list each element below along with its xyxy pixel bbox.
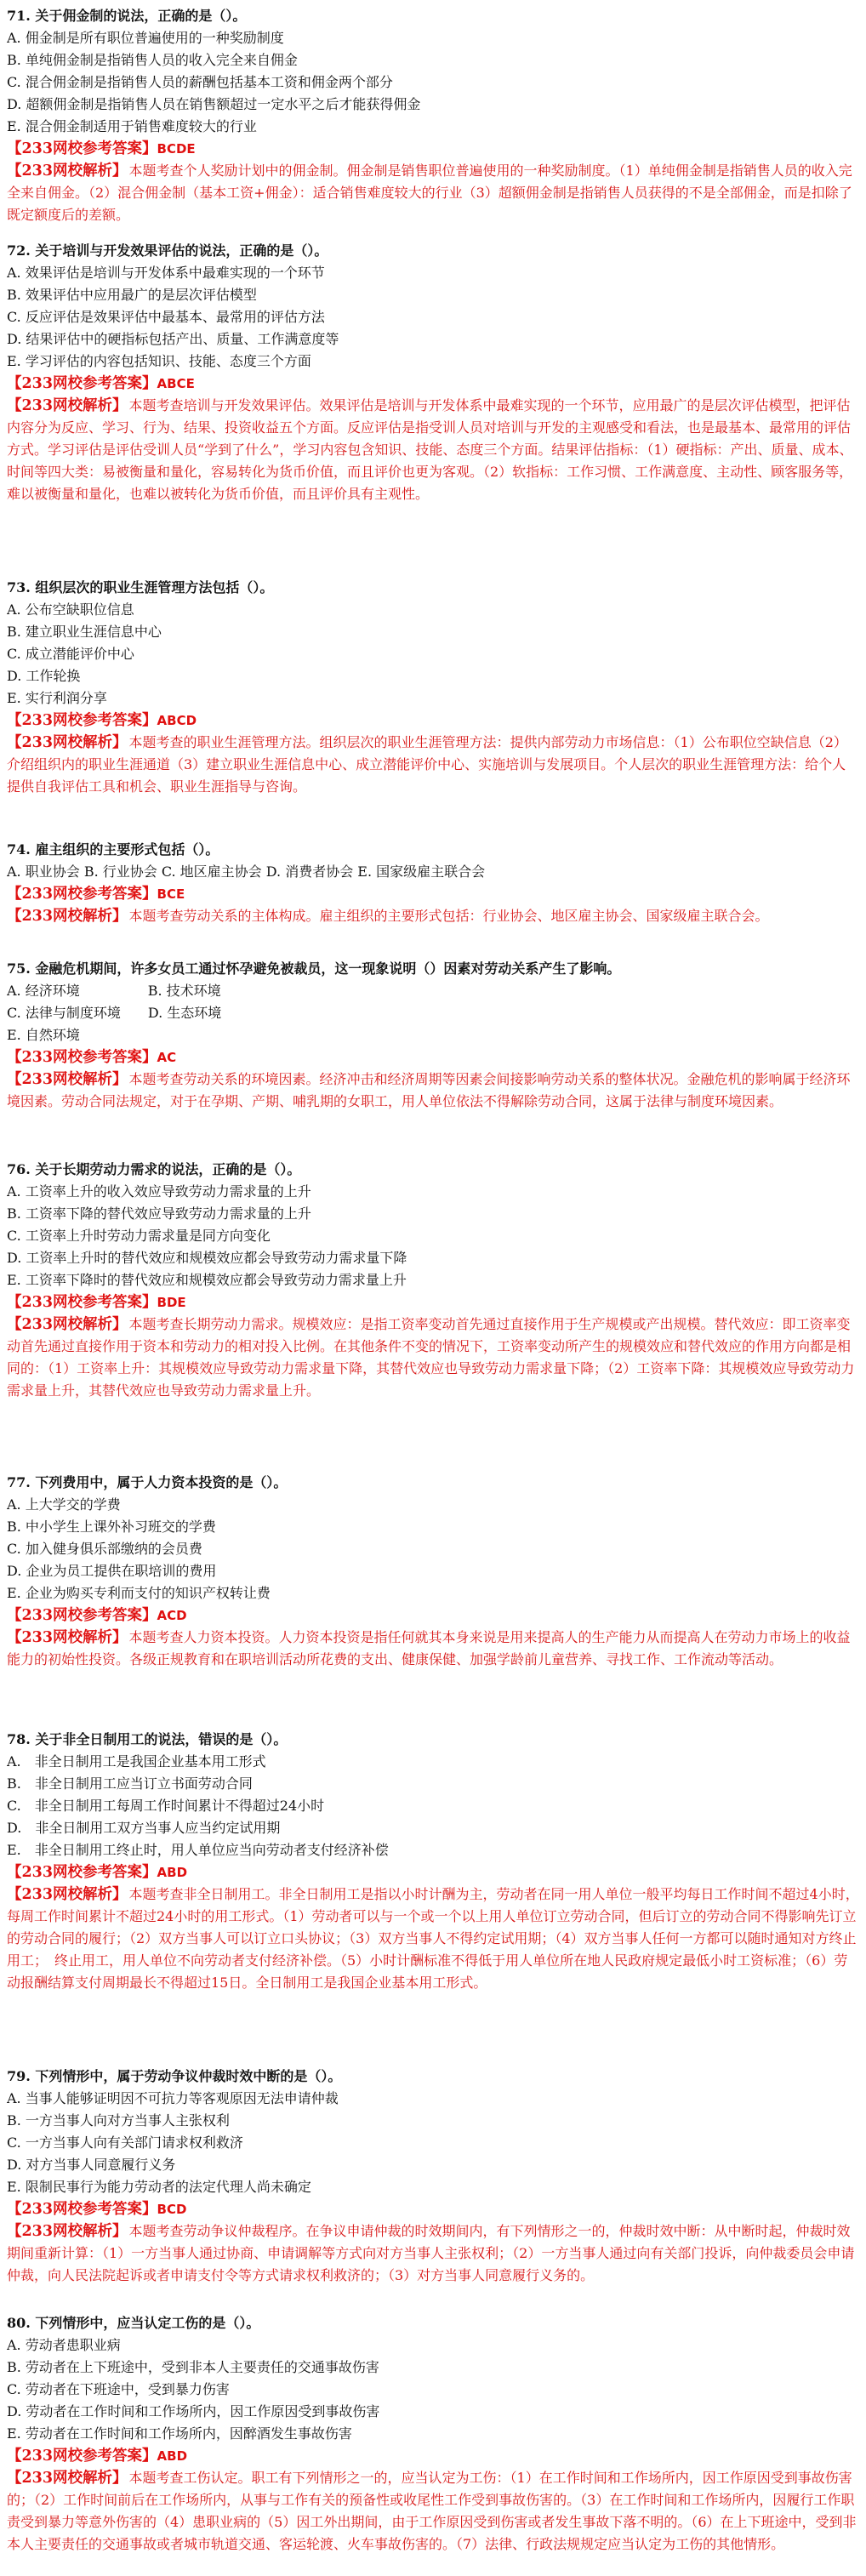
question-block	[7, 1159, 859, 1470]
analysis-text: 本题考查培训与开发效果评估。效果评估是培训与开发体系中最难实现的一个环节，应用最广的是层次评估模型，把评估内容分为反应、学习、行为、结果、投资收益五个方面。反应评估是指受训人员对培训与开发的主观感受和看法，也是最基本、最常用的评估方式。学习评估是评估受训人员“学到了什么”，学习内容包含知识、技能、态度三个方面。结果评估指标：（1）硬指标：产出、质量、成本、时间等四大类：易被衡量和量化，容易转化为货币价值，而且评价也更为客观。（2）软指标：工作习惯、工作满意度、主动性、顾客服务等，难以被衡量和量化，也难以被转化为货币价值，而且评价具有主观性。	[7, 397, 853, 502]
option: E. 学习评估的内容包括知识、技能、态度三个方面	[7, 353, 311, 369]
option: B. 中小学生上课外补习班交的学费	[7, 1519, 216, 1535]
answer-line	[7, 1046, 859, 1069]
option: C. 法律与制度环境 D. 生态环境	[7, 1005, 222, 1021]
question-title: 71. 关于佣金制的说法，正确的是（）。	[7, 8, 247, 24]
option: A. 公布空缺职位信息	[7, 601, 134, 618]
option: E. 自然环境	[7, 1027, 80, 1043]
analysis-tag: 【233网校解析】	[7, 2223, 128, 2240]
answer-value: BCE	[157, 886, 185, 902]
analysis-paragraph	[7, 395, 859, 505]
analysis-paragraph	[7, 1884, 859, 1994]
analysis-text: 本题考查劳动关系的环境因素。经济冲击和经济周期等因素会间接影响劳动关系的整体状况。金融危机的影响属于经济环境因素。劳动合同法规定，对于在孕期、产期、哺乳期的女职工，用人单位依法不得解除劳动合同，这属于法律与制度环境因素。	[7, 1071, 851, 1109]
option: B. 劳动者在上下班途中，受到非本人主要责任的交通事故伤害	[7, 2359, 379, 2375]
question-block	[7, 5, 859, 238]
question-title: 79. 下列情形中，属于劳动争议仲裁时效中断的是（）。	[7, 2068, 342, 2084]
answer-line	[7, 883, 859, 905]
answer-tag: 【233网校参考答案】	[7, 1294, 157, 1311]
answer-line	[7, 373, 859, 395]
analysis-paragraph	[7, 1314, 859, 1402]
question-title: 75. 金融危机期间，许多女员工通过怀孕避免被裁员，这一现象说明（）因素对劳动关系产生了影响。	[7, 960, 621, 977]
question-title: 73. 组织层次的职业生涯管理方法包括（）。	[7, 579, 274, 596]
analysis-text: 本题考查劳动争议仲裁程序。在争议申请仲裁的时效期间内，有下列情形之一的，仲裁时效中断：从中断时起，仲裁时效期间重新计算：（1）一方当事人通过协商、申请调解等方式向对方当事人主张权利；（2）一方当事人通过向有关部门投诉，向仲裁委员会申请仲裁，向人民法院起诉或者申请支付令等方式请求权利救济的；（3）对方当事人同意履行义务的。	[7, 2223, 855, 2283]
option: D. 超额佣金制是指销售人员在销售额超过一定水平之后才能获得佣金	[7, 96, 421, 112]
option: B. 效果评估中应用最广的是层次评估模型	[7, 287, 257, 303]
analysis-paragraph	[7, 1069, 859, 1113]
analysis-text: 本题考查劳动关系的主体构成。雇主组织的主要形式包括：行业协会、地区雇主协会、国家级雇主联合会。	[128, 908, 769, 924]
option: E. 工资率下降时的替代效应和规模效应都会导致劳动力需求量上升	[7, 1272, 407, 1288]
analysis-text: 本题考查的职业生涯管理方法。组织层次的职业生涯管理方法：提供内部劳动力市场信息：（1）公布职位空缺信息（2）介绍组织内的职业生涯通道（3）建立职业生涯信息中心、成立潜能评价中心、实施培训与发展项目。个人层次的职业生涯管理方法：给个人提供自我评估工具和机会、职业生涯指导与咨询。	[7, 734, 847, 795]
option: D. 工资率上升时的替代效应和规模效应都会导致劳动力需求量下降	[7, 1250, 407, 1266]
answer-line	[7, 1861, 859, 1884]
analysis-text: 本题考查个人奖励计划中的佣金制。佣金制是销售职位普遍使用的一种奖励制度。（1）单纯佣金制是指销售人员的收入完全来自佣金。（2）混合佣金制（基本工资+佣金）：适合销售难度较大的行业（3）超额佣金制是指销售人员获得的不是全部佣金，而是扣除了既定额度后的差额。	[7, 162, 852, 223]
analysis-paragraph	[7, 2220, 859, 2287]
answer-tag: 【233网校参考答案】	[7, 140, 157, 157]
analysis-tag: 【233网校解析】	[7, 1629, 128, 1646]
analysis-paragraph	[7, 2467, 859, 2556]
question-block	[7, 958, 859, 1157]
option: A. 非全日制用工是我国企业基本用工形式	[7, 1753, 266, 1770]
analysis-tag: 【233网校解析】	[7, 1316, 128, 1333]
answer-value: BCD	[157, 2202, 187, 2217]
analysis-text: 本题考查长期劳动力需求。规模效应：是指工资率变动首先通过直接作用于生产规模或产出规模。替代效应：即工资率变动首先通过直接作用于资本和劳动力的相对投入比例。在其他条件不变的情况下，工资率变动所产生的规模效应和替代效应的作用方向都是相同的：（1）工资率上升：其规模效应导致劳动力需求量下降，其替代效应也导致劳动力需求量下降；（2）工资率下降：其规模效应导致劳动力需求量上升，其替代效应也导致劳动力需求量上升。	[7, 1316, 855, 1399]
option: E. 限制民事行为能力劳动者的法定代理人尚未确定	[7, 2179, 311, 2195]
question-block	[7, 1729, 859, 2064]
option: B. 建立职业生涯信息中心	[7, 624, 162, 640]
answer-line	[7, 138, 859, 160]
answer-tag: 【233网校参考答案】	[7, 2201, 157, 2218]
option: D. 结果评估中的硬指标包括产出、质量、工作满意度等	[7, 331, 339, 347]
answer-tag: 【233网校参考答案】	[7, 1864, 157, 1881]
option: E. 劳动者在工作时间和工作场所内，因醉酒发生事故伤害	[7, 2425, 352, 2442]
question-title: 78. 关于非全日制用工的说法，错误的是（）。	[7, 1731, 288, 1747]
question-block	[7, 1472, 859, 1727]
option: B. 非全日制用工应当订立书面劳动合同	[7, 1775, 253, 1792]
option: C. 混合佣金制是指销售人员的薪酬包括基本工资和佣金两个部分	[7, 74, 393, 90]
question-title: 74. 雇主组织的主要形式包括（）。	[7, 841, 219, 858]
answer-value: ABD	[157, 1865, 188, 1880]
option: A. 效果评估是培训与开发体系中最难实现的一个环节	[7, 265, 325, 281]
analysis-tag: 【233网校解析】	[7, 734, 128, 751]
option: E. 混合佣金制适用于销售难度较大的行业	[7, 118, 257, 134]
analysis-paragraph	[7, 732, 859, 798]
analysis-tag: 【233网校解析】	[7, 2470, 128, 2487]
option: C. 工资率上升时劳动力需求量是同方向变化	[7, 1228, 271, 1244]
option: C. 非全日制用工每周工作时间累计不得超过24小时	[7, 1798, 325, 1814]
answer-value: BDE	[157, 1295, 186, 1310]
analysis-text: 本题考查工伤认定。职工有下列情形之一的，应当认定为工伤：（1）在工作时间和工作场所内，因工作原因受到事故伤害的；（2）工作时间前后在工作场所内，从事与工作有关的预备性或收尾性工作受到事故伤害的。（3）在工作时间和工作场所内，因履行工作职责受到暴力等意外伤害的（4）患职业病的（5）因工外出期间，由于工作原因受到伤害或者发生事故下落不明的。（6）在上下班途中，受到非本人主要责任的交通事故或者城市轨道交通、客运轮渡、火车事故伤害的。（7）法律、行政法规规定应当认定为工伤的其他情形。	[7, 2470, 857, 2552]
answer-tag: 【233网校参考答案】	[7, 886, 157, 903]
option: C. 反应评估是效果评估中最基本、最常用的评估方法	[7, 309, 325, 325]
question-title: 80. 下列情形中，应当认定工伤的是（）。	[7, 2315, 260, 2331]
option: C. 劳动者在下班途中，受到暴力伤害	[7, 2381, 230, 2397]
answer-line	[7, 2198, 859, 2220]
answer-line	[7, 2445, 859, 2467]
question-title: 76. 关于长期劳动力需求的说法，正确的是（）。	[7, 1161, 301, 1177]
option: D. 劳动者在工作时间和工作场所内，因工作原因受到事故伤害	[7, 2403, 380, 2419]
answer-value: ABD	[157, 2448, 188, 2464]
option: A. 上大学交的学费	[7, 1496, 121, 1513]
option: A. 工资率上升的收入效应导致劳动力需求量的上升	[7, 1183, 311, 1200]
option: B. 一方当事人向对方当事人主张权利	[7, 2112, 230, 2129]
option: D. 非全日制用工双方当事人应当约定试用期	[7, 1820, 281, 1836]
answer-value: ACD	[157, 1608, 187, 1623]
analysis-paragraph	[7, 905, 859, 927]
option: A. 职业协会 B. 行业协会 C. 地区雇主协会 D. 消费者协会 E. 国家级雇主联合会	[7, 863, 486, 880]
analysis-tag: 【233网校解析】	[7, 1886, 128, 1903]
analysis-tag: 【233网校解析】	[7, 908, 128, 925]
option: C. 加入健身俱乐部缴纳的会员费	[7, 1541, 202, 1557]
answer-value: BCDE	[157, 141, 196, 157]
analysis-paragraph	[7, 160, 859, 226]
option: D. 工作轮换	[7, 668, 81, 684]
option: C. 一方当事人向有关部门请求权利救济	[7, 2134, 243, 2151]
question-block	[7, 577, 859, 837]
option: E. 企业为购买专利而支付的知识产权转让费	[7, 1585, 271, 1601]
option: A. 当事人能够证明因不可抗力等客观原因无法申请仲裁	[7, 2090, 339, 2106]
question-block	[7, 2066, 859, 2311]
answer-tag: 【233网校参考答案】	[7, 1607, 157, 1624]
option: A. 劳动者患职业病	[7, 2337, 121, 2353]
option: B. 工资率下降的替代效应导致劳动力需求量的上升	[7, 1205, 311, 1222]
question-block	[7, 2312, 859, 2573]
answer-tag: 【233网校参考答案】	[7, 375, 157, 392]
option: A. 经济环境 B. 技术环境	[7, 983, 221, 999]
question-block	[7, 839, 859, 956]
answer-line	[7, 1604, 859, 1627]
answer-value: ABCE	[157, 376, 195, 391]
option: C. 成立潜能评价中心	[7, 646, 134, 662]
option: B. 单纯佣金制是指销售人员的收入完全来自佣金	[7, 52, 298, 68]
analysis-tag: 【233网校解析】	[7, 397, 128, 414]
answer-value: AC	[157, 1050, 177, 1065]
option: D. 企业为员工提供在职培训的费用	[7, 1563, 217, 1579]
option: D. 对方当事人同意履行义务	[7, 2157, 176, 2173]
question-title: 77. 下列费用中，属于人力资本投资的是（）。	[7, 1474, 288, 1490]
analysis-paragraph	[7, 1627, 859, 1671]
answer-value: ABCD	[157, 713, 197, 728]
option: E. 非全日制用工终止时，用人单位应当向劳动者支付经济补偿	[7, 1842, 389, 1858]
question-block	[7, 240, 859, 575]
analysis-text: 本题考查人力资本投资。人力资本投资是指任何就其本身来说是用来提高人的生产能力从而提高人在劳动力市场上的收益能力的初始性投资。各级正规教育和在职培训活动所花费的支出、健康保健、加强学龄前儿童营养、寻找工作、工作流动等活动。	[7, 1629, 851, 1667]
answer-tag: 【233网校参考答案】	[7, 1049, 157, 1066]
analysis-tag: 【233网校解析】	[7, 1071, 128, 1088]
answer-line	[7, 710, 859, 732]
answer-line	[7, 1291, 859, 1314]
question-title: 72. 关于培训与开发效果评估的说法，正确的是（）。	[7, 242, 328, 259]
analysis-tag: 【233网校解析】	[7, 162, 128, 180]
answer-tag: 【233网校参考答案】	[7, 712, 157, 729]
analysis-text: 本题考查非全日制用工。非全日制用工是指以小时计酬为主，劳动者在同一用人单位一般平均每日工作时间不超过4小时，每周工作时间累计不超过24小时的用工形式。（1）劳动者可以与一个或一个以上用人单位订立劳动合同，但后订立的劳动合同不得影响先订立的劳动合同的履行；（2）双方当事人可以订立口头协议；（3）双方当事人不得约定试用期；（4）双方当事人任何一方都可以随时通知对方终止用工； 终止用工，用人单位不向劳动者支付经济补偿。（5）小时计酬标准不得低于用人单位所在地人民政府规定最低小时工资标准；（6）劳动报酬结算支付周期最长不得超过15日。全日制用工是我国企业基本用工形式。	[7, 1886, 859, 1991]
option: A. 佣金制是所有职位普遍使用的一种奖励制度	[7, 30, 284, 46]
answer-tag: 【233网校参考答案】	[7, 2448, 157, 2465]
option: E. 实行利润分享	[7, 690, 107, 706]
